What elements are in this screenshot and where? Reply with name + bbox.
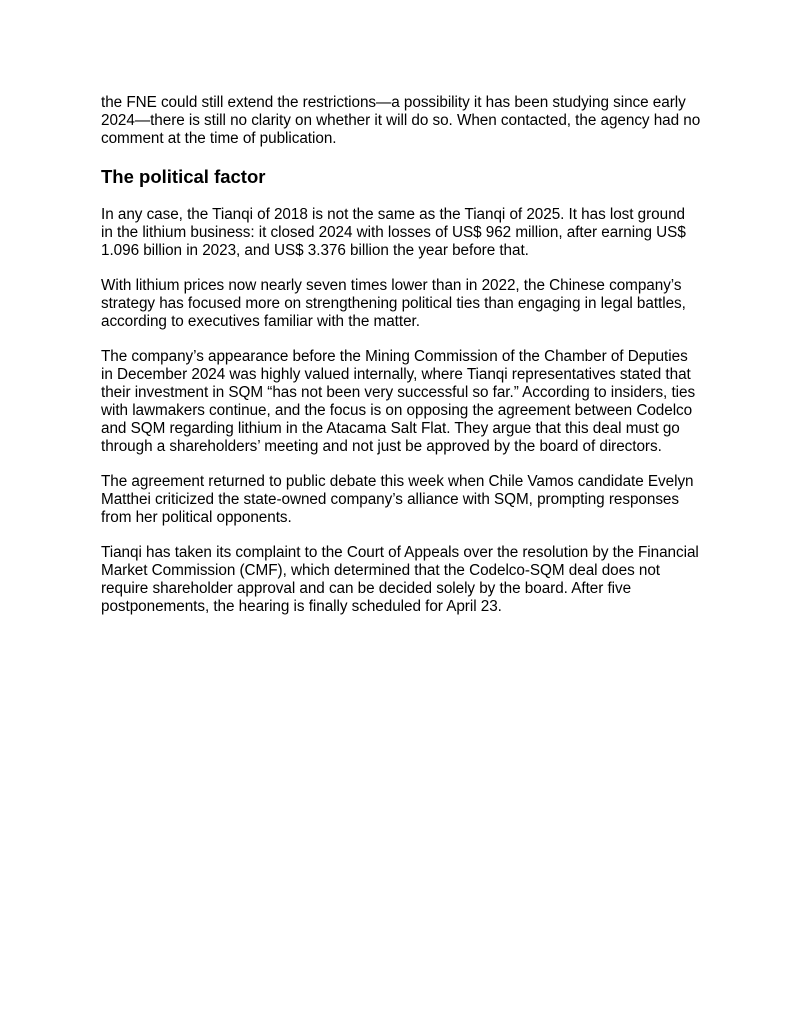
- intro-paragraph: the FNE could still extend the restrictions—a possibility it has been studying since early 2024—there is still no clarity on whether it will do so. When contacted, the agency had no comment at the time of publication.: [101, 94, 701, 147]
- body-paragraph-strategy: With lithium prices now nearly seven times lower than in 2022, the Chinese company’s strategy has focused more on strengthening political ties than engaging in legal battles, according to executives familiar with the matter.: [101, 277, 686, 330]
- document-page: [101, 94, 701, 633]
- body-paragraph-financials: In any case, the Tianqi of 2018 is not the same as the Tianqi of 2025. It has lost ground in the lithium business: it closed 2024 with losses of US$ 962 million, after earning US$ 1.096 billion in 2023, and US$ 3.376 billion the year before that.: [101, 206, 686, 259]
- body-paragraph-court: Tianqi has taken its complaint to the Court of Appeals over the resolution by the Financial Market Commission (CMF), which determined that the Codelco-SQM deal does not require shareholder approval and can be decided solely by the board. After five postponements, the hearing is finally scheduled for April 23.: [101, 544, 699, 615]
- section-heading: The political factor: [101, 166, 266, 187]
- body-paragraph-debate: The agreement returned to public debate this week when Chile Vamos candidate Evelyn Matthei criticized the state-owned company’s alliance with SQM, prompting responses from her political opponents.: [101, 473, 694, 526]
- body-paragraph-commission: The company’s appearance before the Mining Commission of the Chamber of Deputies in December 2024 was highly valued internally, where Tianqi representatives stated that their investment in SQM “has not been very successful so far.” According to insiders, ties with lawmakers continue, and the focus is on opposing the agreement between Codelco and SQM regarding lithium in the Atacama Salt Flat. They argue that this deal must go through a shareholders’ meeting and not just be approved by the board of directors.: [101, 348, 696, 455]
